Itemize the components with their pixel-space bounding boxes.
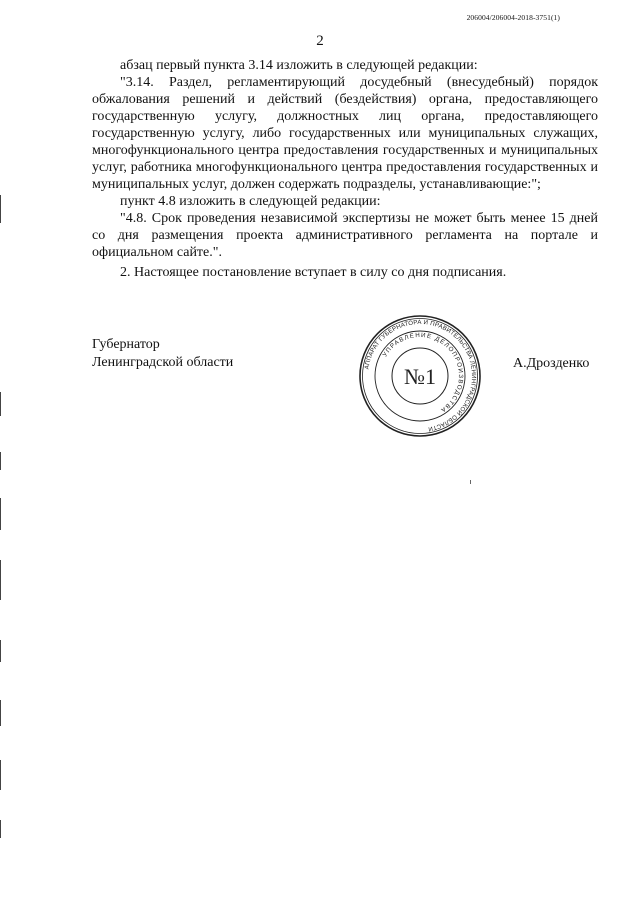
stamp-outer-text: АППАРАТ ГУБЕРНАТОРА И ПРАВИТЕЛЬСТВА ЛЕНИНГРАДСКОЙ ОБЛАСТИ — [363, 318, 478, 433]
paragraph-intro-3-14: абзац первый пункта 3.14 изложить в следующей редакции: — [120, 58, 478, 73]
stamp-number: №1 — [404, 364, 436, 389]
scan-left-edge — [0, 0, 2, 905]
scan-speck — [470, 480, 471, 484]
signer-name: А.Дрозденко — [513, 356, 590, 371]
signature-position-region: Ленинградской области — [92, 355, 234, 370]
paragraph-quote-3-14: "3.14. Раздел, регламентирующий досудебный (внесудебный) порядок обжалования решений и действий (бездействия) органа, предоставляющего государственную услугу, должностных лиц органа, предоставляющего государственную услугу, либо государственных или муниципальных служащих, многофункционального центра предоставления государственных и муниципальных услуг, работника многофункционального центра предоставления государственных и муниципальных услуг, должен содержать подразделы, устанавливающие:"; — [92, 75, 598, 192]
paragraph-quote-4-8: "4.8. Срок проведения независимой экспертизы не может быть менее 15 дней со дня размещения проекта административного регламента на портале и официальном сайте.". — [92, 211, 598, 260]
official-stamp — [358, 314, 482, 438]
paragraph-intro-4-8: пункт 4.8 изложить в следующей редакции: — [120, 194, 381, 209]
paragraph-effective-date: 2. Настоящее постановление вступает в силу со дня подписания. — [120, 265, 507, 280]
document-body — [92, 57, 598, 281]
document-reference-number: 206004/206004-2018-3751(1) — [466, 13, 560, 22]
signature-position-title: Губернатор — [92, 337, 160, 352]
signature-position — [92, 336, 233, 372]
page-number: 2 — [316, 33, 324, 49]
stamp-inner-text: УПРАВЛЕНИЕ ДЕЛОПРОИЗВОДСТВА — [381, 331, 465, 414]
